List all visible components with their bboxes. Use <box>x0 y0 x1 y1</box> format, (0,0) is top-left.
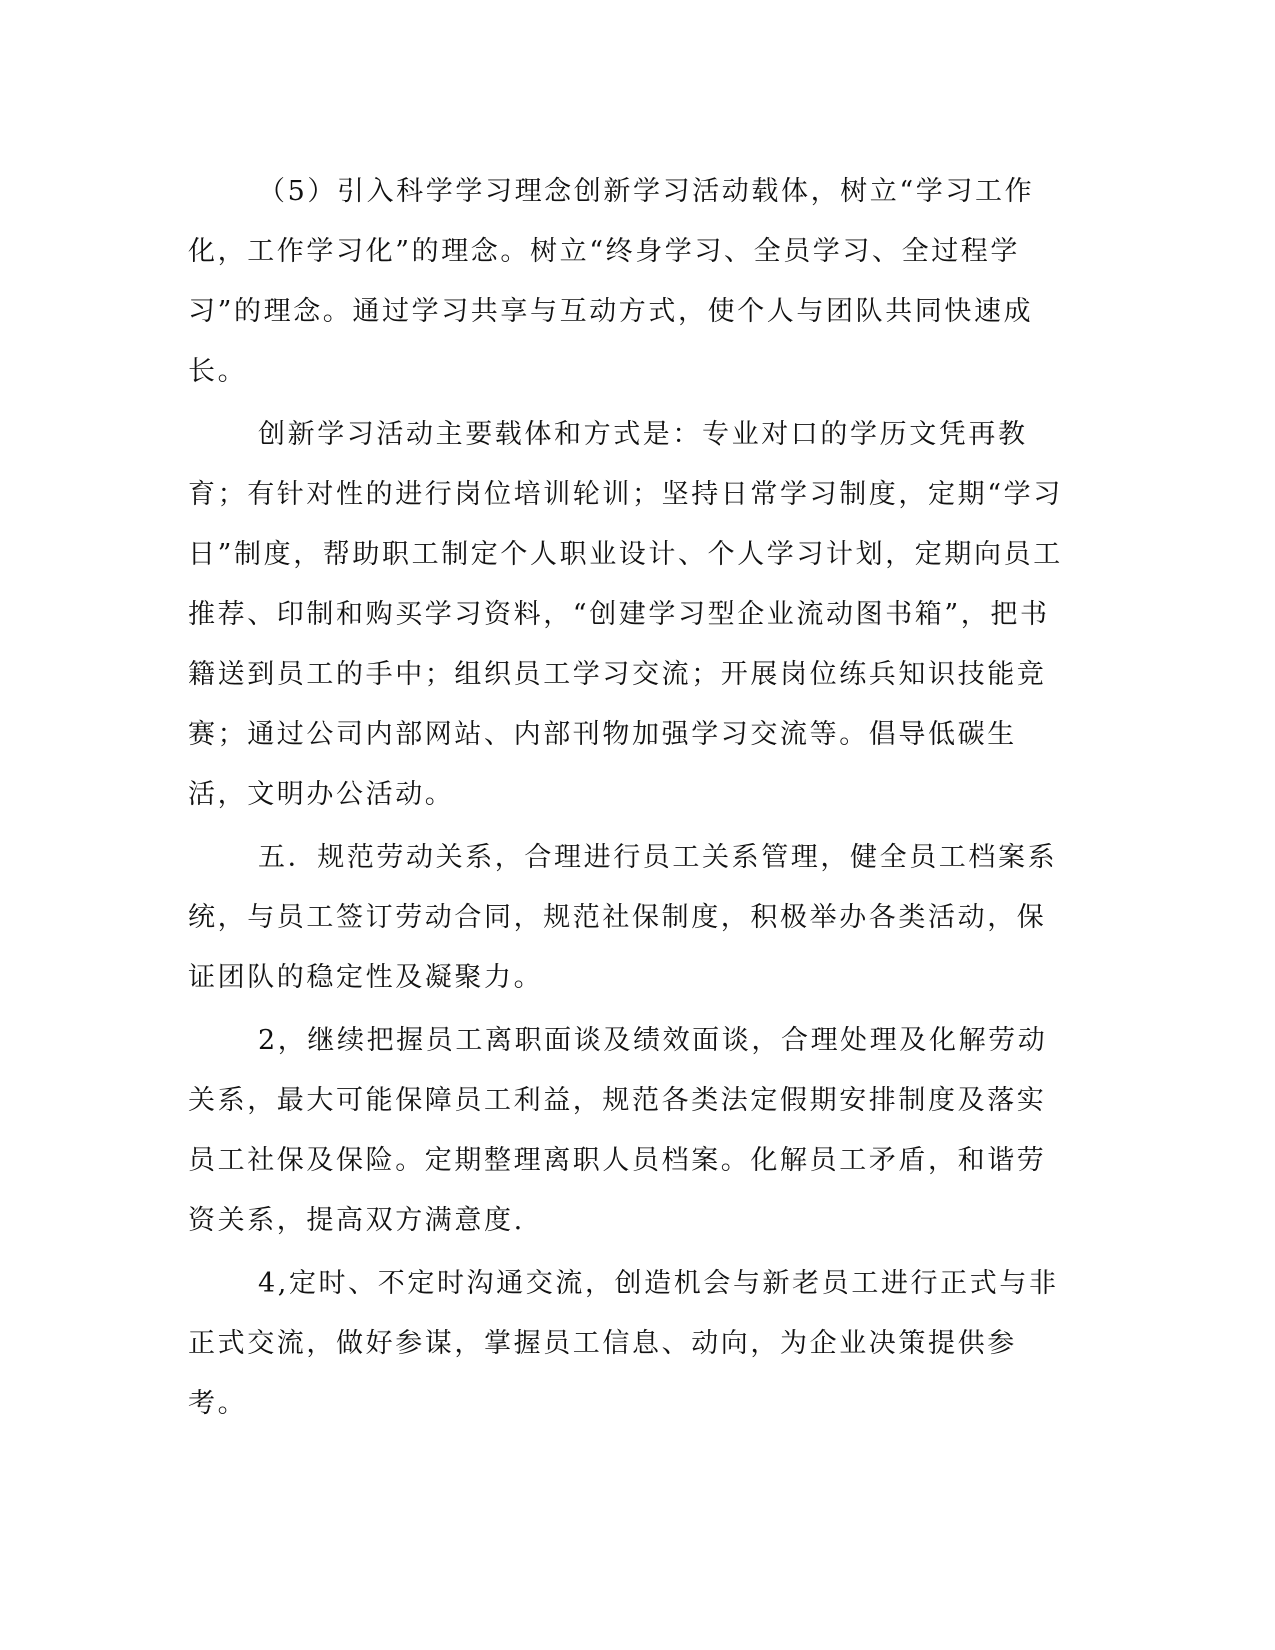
paragraph-learning-concept: （5）引入科学学习理念创新学习活动载体，树立“学习工作化，工作学习化”的理念。树立“终身学习、全员学习、全过程学习”的理念。通过学习共享与互动方式，使个人与团队共同快速成长。 <box>188 176 1035 387</box>
paragraph-learning-activities: 创新学习活动主要载体和方式是：专业对口的学历文凭再教育；有针对性的进行岗位培训轮训；坚持日常学习制度，定期“学习日”制度，帮助职工制定个人职业设计、个人学习计划，定期向员工推荐、印制和购买学习资料，“创建学习型企业流动图书箱”，把书籍送到员工的手中；组织员工学习交流；开展岗位练兵知识技能竞赛；通过公司内部网站、内部刊物加强学习交流等。倡导低碳生活，文明办公活动。 <box>188 419 1063 810</box>
document-body <box>188 162 1068 1434</box>
paragraph-communication: 4,定时、不定时沟通交流，创造机会与新老员工进行正式与非正式交流，做好参谋，掌握员工信息、动向，为企业决策提供参考。 <box>188 1268 1059 1419</box>
paragraph-labor-relations: 五．规范劳动关系，合理进行员工关系管理，健全员工档案系统，与员工签订劳动合同，规范社保制度，积极举办各类活动，保证团队的稳定性及凝聚力。 <box>188 842 1058 993</box>
paragraph-exit-interviews: 2，继续把握员工离职面谈及绩效面谈，合理处理及化解劳动关系，最大可能保障员工利益，规范各类法定假期安排制度及落实员工社保及保险。定期整理离职人员档案。化解员工矛盾，和谐劳资关系，提高双方满意度. <box>188 1025 1048 1236</box>
